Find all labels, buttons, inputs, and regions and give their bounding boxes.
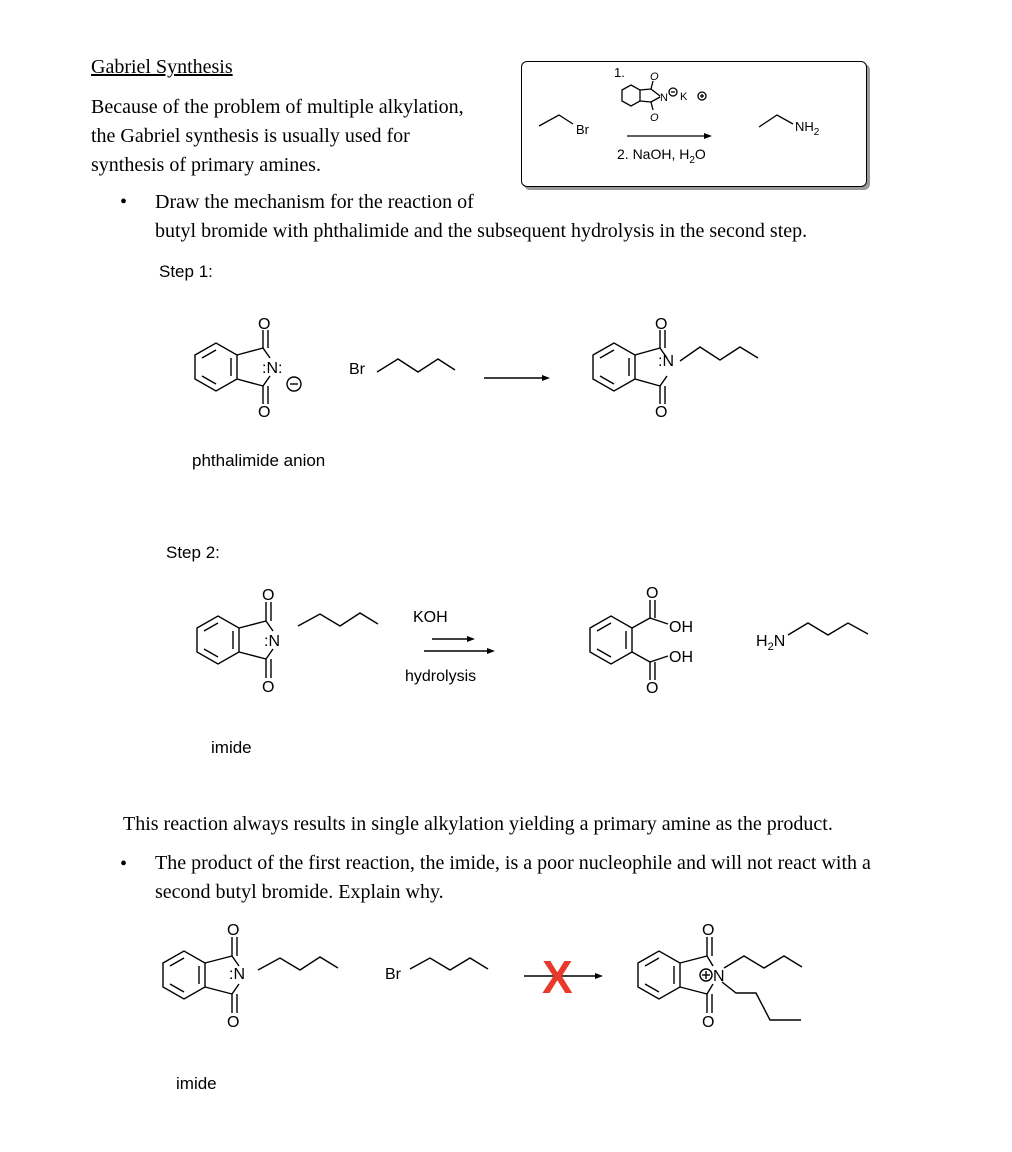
page-title: Gabriel Synthesis bbox=[91, 56, 233, 78]
bullet-dot: • bbox=[120, 853, 128, 875]
imide-label: imide bbox=[211, 738, 252, 757]
step2-scheme bbox=[180, 580, 900, 700]
propyl-chain bbox=[759, 115, 793, 127]
product-o-bottom: O bbox=[655, 404, 668, 421]
bullet-1-line: butyl bromide with phthalimide and the subsequent hydrolysis in the second step. bbox=[155, 220, 808, 242]
product-n-plus: N bbox=[713, 968, 725, 985]
acid-oh-bottom: OH bbox=[669, 649, 693, 666]
ethyl-chain bbox=[539, 115, 573, 126]
imide-butyl-chain bbox=[298, 613, 378, 626]
product-o-top: O bbox=[702, 922, 715, 939]
ethyl-bromide-br: Br bbox=[576, 122, 589, 137]
acid-o-top: O bbox=[646, 585, 659, 602]
imide-n: :N bbox=[229, 966, 245, 983]
anion-n: :N: bbox=[262, 360, 283, 377]
imide-o-bottom: O bbox=[227, 1014, 240, 1031]
intro-line: Because of the problem of multiple alkylation, bbox=[91, 96, 464, 118]
no-dialkylation-scheme bbox=[150, 915, 850, 1040]
bullet-1-text bbox=[155, 188, 915, 246]
amine-h2n: $H_2N$ bbox=[756, 633, 786, 653]
imide-o-top: O bbox=[262, 587, 275, 604]
butyl-chain-product bbox=[680, 347, 758, 361]
intro-paragraph bbox=[91, 93, 511, 180]
bullet-2-line: second butyl bromide. Explain why. bbox=[155, 881, 444, 903]
reagent-o-top: O bbox=[650, 71, 659, 83]
imide-n: :N bbox=[264, 633, 280, 650]
hydrolysis-condition: hydrolysis bbox=[405, 668, 477, 685]
amine-butyl-chain bbox=[788, 623, 868, 635]
product-o-bottom: O bbox=[702, 1014, 715, 1031]
step1-number: 1. bbox=[614, 65, 625, 80]
butyl-bromide-br: Br bbox=[385, 966, 401, 983]
overview-reaction-scheme bbox=[521, 61, 867, 187]
conclusion-text: This reaction always results in single alkylation yielding a primary amine as the product. bbox=[123, 813, 833, 835]
bullet-1-line: Draw the mechanism for the reaction of bbox=[155, 191, 474, 213]
intro-line: synthesis of primary amines. bbox=[91, 154, 321, 176]
imide-butyl-chain bbox=[258, 957, 338, 970]
imide-o-bottom: O bbox=[262, 679, 275, 696]
product-o-top: O bbox=[655, 316, 668, 333]
step2-conditions: 2. NaOH, $H_2O$ bbox=[617, 146, 706, 166]
anion-o-bottom: O bbox=[258, 404, 271, 421]
product-butyl-chain-1 bbox=[724, 956, 802, 968]
bullet-2-text bbox=[155, 849, 955, 907]
reagent-n: N bbox=[660, 92, 668, 104]
imide-o-top: O bbox=[227, 922, 240, 939]
koh-reagent: KOH bbox=[413, 609, 448, 626]
bullet-dot: • bbox=[120, 191, 128, 213]
bullet-2-line: The product of the first reaction, the imide, is a poor nucleophile and will not react with a bbox=[155, 852, 871, 874]
imide-label-2: imide bbox=[176, 1074, 217, 1093]
acid-o-bottom: O bbox=[646, 680, 659, 697]
acid-oh-top: OH bbox=[669, 619, 693, 636]
step2-heading: Step 2: bbox=[166, 543, 220, 562]
product-nh2: $NH_2$ bbox=[795, 119, 820, 138]
no-reaction-cross: X bbox=[542, 951, 573, 1003]
butyl-bromide-chain bbox=[410, 958, 488, 970]
anion-o-top: O bbox=[258, 316, 271, 333]
product-n: :N bbox=[658, 353, 674, 370]
phthalimide-anion-label: phthalimide anion bbox=[192, 451, 326, 470]
butyl-bromide-br: Br bbox=[349, 361, 365, 378]
butyl-chain bbox=[377, 359, 455, 372]
mini-benzene-ring bbox=[622, 85, 640, 106]
reagent-k: K bbox=[680, 91, 688, 103]
step1-heading: Step 1: bbox=[159, 262, 213, 281]
intro-line: the Gabriel synthesis is usually used for bbox=[91, 125, 410, 147]
product-butyl-chain-2 bbox=[722, 982, 801, 1020]
step1-scheme bbox=[180, 300, 780, 430]
reagent-o-bottom: O bbox=[650, 112, 659, 124]
